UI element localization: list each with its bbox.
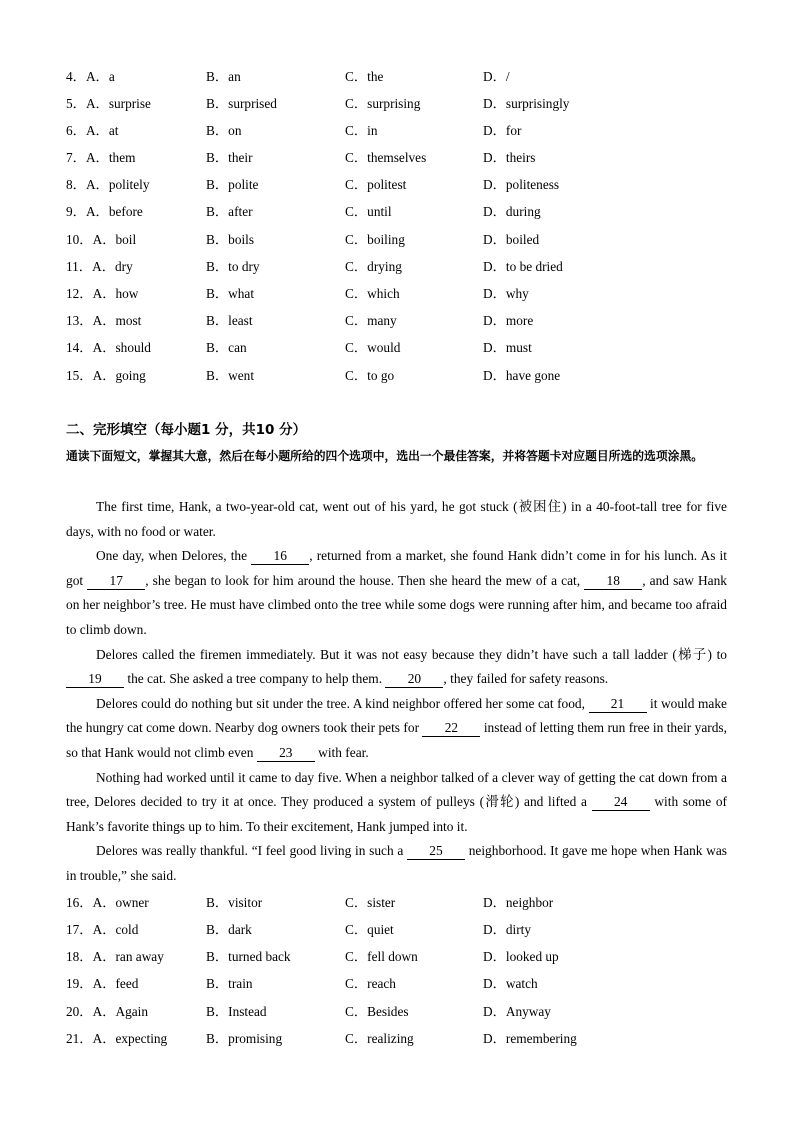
paragraph-2: One day, when Delores, the 16 , returned from a market, she found Hank didn’t come in for his lunch. As it got 17 , she began to look for him around the house. Then she heard the mew of a cat, 18 , and saw Hank on her neighbor’s tree. He must have climbed onto the tree while some dogs were running after him, and became too afraid to climb down. [66, 548, 727, 637]
option-d: D．Anyway [483, 1004, 551, 1019]
option-b: B．went [206, 368, 255, 383]
option-c: C．surprising [345, 96, 421, 111]
question-number-and-option-a: 15．A．going [66, 368, 146, 383]
option-b: B．Instead [206, 1004, 267, 1019]
option-c: C．realizing [345, 1031, 414, 1046]
option-c: C．to go [345, 368, 395, 383]
paragraph-6: Delores was really thankful. “I feel good living in such a 25 neighborhood. It gave me hope when Hank was in trouble,” she said. [66, 843, 727, 883]
option-d: D．/ [483, 69, 510, 84]
blank-25: 25 [407, 843, 465, 860]
question-number-and-option-a: 5．A．surprise [66, 96, 151, 111]
question-number-and-option-a: 10．A．boil [66, 232, 137, 247]
question-number-and-option-a: 19．A．feed [66, 976, 139, 991]
question-number-and-option-a: 6．A．at [66, 123, 119, 138]
blank-18: 18 [584, 573, 642, 590]
blank-21: 21 [589, 696, 647, 713]
blank-20: 20 [385, 671, 443, 688]
option-b: B．turned back [206, 949, 291, 964]
option-c: C．until [345, 204, 392, 219]
option-b: B．surprised [206, 96, 277, 111]
option-b: B．polite [206, 177, 259, 192]
option-d: D．neighbor [483, 895, 554, 910]
option-c: C．sister [345, 895, 396, 910]
option-b: B．promising [206, 1031, 283, 1046]
question-number-and-option-a: 18．A．ran away [66, 949, 164, 964]
cloze-passage [66, 495, 727, 889]
option-c: C．themselves [345, 150, 427, 165]
blank-22: 22 [422, 720, 480, 737]
option-c: C．reach [345, 976, 396, 991]
blank-16: 16 [251, 548, 309, 565]
question-number-and-option-a: 11．A．dry [66, 259, 133, 274]
paragraph-5: Nothing had worked until it came to day five. When a neighbor talked of a clever way of getting the cat down from a tree, Delores decided to try it at once. They produced a system of pulleys (滑轮) and lifted a 24 with some of Hank’s favorite things up to him. To their excitement, Hank jumped into it. [66, 769, 727, 834]
option-b: B．an [206, 69, 241, 84]
option-d: D．must [483, 340, 532, 355]
question-number-and-option-a: 12．A．how [66, 286, 139, 301]
option-d: D．dirty [483, 922, 532, 937]
option-d: D．politeness [483, 177, 560, 192]
section-title: 二、完形填空（每小题1 分，共10 分） [66, 422, 307, 438]
option-c: C．politest [345, 177, 407, 192]
option-c: C．quiet [345, 922, 394, 937]
option-d: D．remembering [483, 1031, 577, 1046]
option-d: D．theirs [483, 150, 536, 165]
question-number-and-option-a: 16．A．owner [66, 895, 149, 910]
option-d: D．more [483, 313, 534, 328]
option-b: B．to dry [206, 259, 260, 274]
option-b: B．boils [206, 232, 255, 247]
question-number-and-option-a: 13．A．most [66, 313, 142, 328]
option-b: B．least [206, 313, 253, 328]
blank-19: 19 [66, 671, 124, 688]
option-b: B．visitor [206, 895, 263, 910]
question-number-and-option-a: 7．A．them [66, 150, 136, 165]
paragraph-3: Delores called the firemen immediately. But it was not easy because they didn’t have such a tall ladder (梯子) to 19 the cat. She asked a tree company to help them. 20 , they failed for safety reasons. [66, 643, 727, 692]
section-instruction: 通读下面短文，掌握其大意，然后在每小题所给的四个选项中，选出一个最佳答案，并将答题卡对应题目所选的选项涂黑。 [66, 449, 704, 463]
blank-17: 17 [87, 573, 145, 590]
option-b: B．their [206, 150, 253, 165]
question-number-and-option-a: 20．A．Again [66, 1004, 148, 1019]
option-d: D．looked up [483, 949, 559, 964]
paragraph-4: Delores could do nothing but sit under the tree. A kind neighbor offered her some cat food, 21 it would make the hungry cat come down. Nearby dog owners took their pets for 22 instead of letting them run free in their yards, so that Hank would not climb even 23 with fear. [66, 695, 727, 760]
option-d: D．for [483, 123, 522, 138]
option-c: C．fell down [345, 949, 418, 964]
option-d: D．to be dried [483, 259, 563, 274]
option-c: C．many [345, 313, 397, 328]
option-b: B．dark [206, 922, 252, 937]
option-c: C．would [345, 340, 401, 355]
option-c: C．which [345, 286, 400, 301]
option-b: B．train [206, 976, 253, 991]
option-c: C．the [345, 69, 384, 84]
question-number-and-option-a: 17．A．cold [66, 922, 139, 937]
option-b: B．can [206, 340, 247, 355]
option-c: C．Besides [345, 1004, 409, 1019]
paragraph-1: The first time, Hank, a two-year-old cat, went out of his yard, he got stuck (被困住) in a 40-foot-tall tree for five days, with no food or water. [66, 499, 727, 539]
question-number-and-option-a: 8．A．politely [66, 177, 150, 192]
option-b: B．on [206, 123, 242, 138]
question-number-and-option-a: 21．A．expecting [66, 1031, 168, 1046]
option-d: D．have gone [483, 368, 561, 383]
option-d: D．watch [483, 976, 538, 991]
option-b: B．what [206, 286, 255, 301]
option-b: B．after [206, 204, 253, 219]
option-c: C．in [345, 123, 378, 138]
question-number-and-option-a: 9．A．before [66, 204, 143, 219]
question-number-and-option-a: 4．A．a [66, 69, 115, 84]
option-c: C．boiling [345, 232, 405, 247]
option-d: D．boiled [483, 232, 540, 247]
option-d: D．why [483, 286, 529, 301]
option-d: D．during [483, 204, 541, 219]
option-d: D．surprisingly [483, 96, 570, 111]
question-number-and-option-a: 14．A．should [66, 340, 151, 355]
blank-24: 24 [592, 794, 650, 811]
blank-23: 23 [257, 745, 315, 762]
option-c: C．drying [345, 259, 402, 274]
